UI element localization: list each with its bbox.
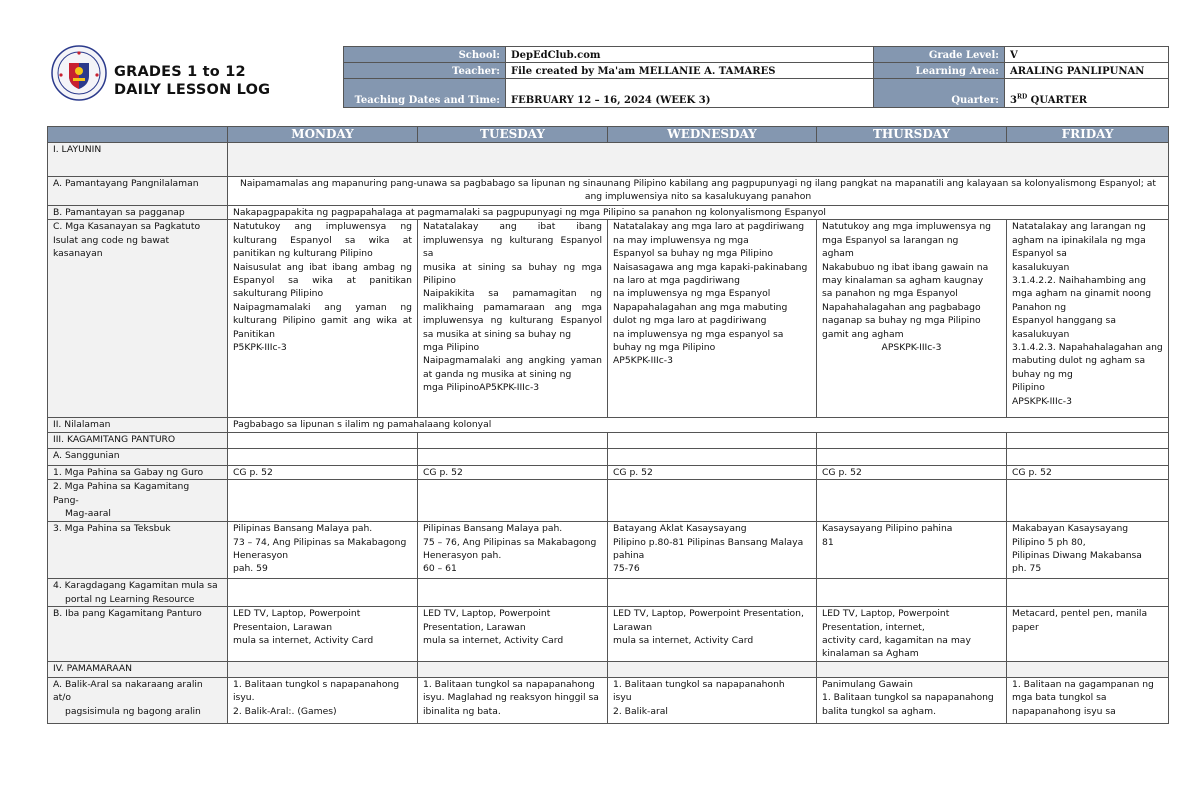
- sanggunian-row: [48, 448, 1169, 465]
- kasanayan-tuesday: Natatalakay ang ibat ibang impluwensya ng kulturang Espanyol sa musika at sining sa buhay ng mga Pilipino Naipakikita sa pamamagitan ng malikhaing pamamaraan ang mga impluwensya ng kulturang Espanyol sa musika at sining sa buhay ng mga Pilipino Naipagmamalaki ang angking yaman at ganda ng musika at sining ng mga PilipinoAP5KPK-IIIc-3: [418, 220, 608, 418]
- layunin-cell: [228, 143, 1169, 177]
- pamamaraan-tuesday: [418, 661, 608, 677]
- kasanayan-friday: Natatalakay ang larangan ng agham na ipinakilala ng mga Espanyol sa kasalukuyan 3.1.4.2.2. Naihahambing ang mga agham na ginamit noong Panahon ng Espanyol hanggang sa kasalukuyan 3.1.4.2.3. Napahahalagahan ang mabuting dulot ng agham sa buhay ng mg Pilipino APSKPK-IIIc-3: [1007, 220, 1169, 418]
- iba-friday: Metacard, pentel pen, manila paper: [1007, 607, 1169, 662]
- kagamitan-wednesday: [608, 432, 817, 448]
- layunin-row: [48, 143, 1169, 177]
- balik-label-3: pagsisimula ng bagong aralin: [65, 705, 201, 717]
- pamamaraan-row: [48, 661, 1169, 677]
- karagdagan-label-cell: [48, 579, 228, 607]
- gabay-friday: CG p. 52: [1007, 465, 1169, 479]
- kagamitang-wednesday: [608, 480, 817, 522]
- grade-level-value: V: [1005, 47, 1169, 63]
- title-line-1: GRADES 1 to 12: [114, 64, 246, 80]
- teaching-dates-label: Teaching Dates and Time:: [344, 79, 506, 108]
- kagamitang-thursday: [817, 480, 1007, 522]
- balik-aral-row: [48, 677, 1169, 723]
- karagdagan-tuesday: [418, 579, 608, 607]
- karagdagan-wednesday: [608, 579, 817, 607]
- quarter-word: QUARTER: [1030, 95, 1088, 106]
- kasanayan-thursday: Natutukoy ang mga impluwensya ng mga Espanyol sa larangan ng agham Nakabubuo ng ibat ibang gawain na may kinalaman sa agham kaugnay sa panahon ng mga Espanyol Napahahalagahan ang pagbabago naganap sa buhay ng mga Pilipino gamit ang agham: [822, 221, 991, 340]
- kasanayan-thursday-code: APSKPK-IIIc-3: [881, 342, 942, 354]
- balik-wednesday: 1. Balitaan tungkol sa napapanahonh isyu 2. Balik-aral: [608, 677, 817, 723]
- teksbuk-wednesday: Batayang Aklat Kasaysayang Pilipino p.80-81 Pilipinas Bansang Malaya pahina 75-76: [608, 522, 817, 579]
- day-header-row: [48, 127, 1169, 143]
- teksbuk-row: [48, 522, 1169, 579]
- pagganap-row: [48, 206, 1169, 220]
- day-header-empty: [48, 127, 228, 143]
- kagamitang-tuesday: [418, 480, 608, 522]
- pagganap-label: B. Pamantayan sa pagganap: [48, 206, 228, 220]
- sanggunian-friday: [1007, 448, 1169, 465]
- deped-seal-icon: [51, 45, 107, 101]
- day-wednesday: WEDNESDAY: [608, 127, 817, 143]
- pamamaraan-thursday: [817, 661, 1007, 677]
- balik-monday: 1. Balitaan tungkol s napapanahong isyu. 2. Balik-Aral:. (Games): [228, 677, 418, 723]
- iba-tuesday: LED TV, Laptop, Powerpoint Presentation, Larawan mula sa internet, Activity Card: [418, 607, 608, 662]
- kagamitan-tuesday: [418, 432, 608, 448]
- quarter-suffix: RD: [1016, 93, 1028, 101]
- teksbuk-label: 3. Mga Pahina sa Teksbuk: [48, 522, 228, 579]
- teksbuk-monday: Pilipinas Bansang Malaya pah. 73 – 74, Ang Pilipinas sa Makabagong Henerasyon pah. 59: [228, 522, 418, 579]
- balik-friday: 1. Balitaan na gagampanan ng mga bata tungkol sa napapanahong isyu sa: [1007, 677, 1169, 723]
- grade-level-label: Grade Level:: [874, 47, 1005, 63]
- nilalaman-row: [48, 418, 1169, 432]
- kagamitang-label-cell: [48, 480, 228, 522]
- sanggunian-tuesday: [418, 448, 608, 465]
- pamamaraan-label: IV. PAMAMARAAN: [48, 661, 228, 677]
- kagamitang-label-1: 2. Mga Pahina sa Kagamitang: [53, 481, 190, 493]
- pamantayang-label: A. Pamantayang Pangnilalaman: [48, 177, 228, 206]
- kasanayan-row: [48, 220, 1169, 418]
- karagdagan-thursday: [817, 579, 1007, 607]
- kasanayan-monday: Natutukoy ang impluwensya ng kulturang Espanyol sa wika at panitikan ng kulturang Pilipino Naisusulat ang ibat ibang ambag ng Espanyol sa wika at panitikan sakulturang Pilipino Naipagmamalaki ang yaman ng kulturang Pilipino gamit ang wika at Panitikan P5KPK-IIIc-3: [228, 220, 418, 418]
- lesson-log-table: [47, 126, 1169, 724]
- sanggunian-wednesday: [608, 448, 817, 465]
- nilalaman-text: Pagbabago sa lipunan s ilalim ng pamahalaang kolonyal: [228, 418, 1169, 432]
- kagamitang-label-3: Mag-aaral: [65, 508, 111, 520]
- school-label: School:: [344, 47, 506, 63]
- quarter-value: [1005, 79, 1169, 108]
- quarter-number: 3: [1010, 95, 1017, 106]
- karagdagan-monday: [228, 579, 418, 607]
- balik-label-cell: [48, 677, 228, 723]
- learning-area-value: ARALING PANLIPUNAN: [1005, 63, 1169, 79]
- kagamitan-friday: [1007, 432, 1169, 448]
- kagamitang-label-2: Pang-: [53, 494, 79, 506]
- balik-label-2: at/o: [53, 692, 71, 704]
- sanggunian-thursday: [817, 448, 1007, 465]
- kagamitang-pang-mag-aaral-row: [48, 480, 1169, 522]
- day-thursday: THURSDAY: [817, 127, 1007, 143]
- karagdagan-row: [48, 579, 1169, 607]
- quarter-label: Quarter:: [874, 79, 1005, 108]
- day-friday: FRIDAY: [1007, 127, 1169, 143]
- pagganap-text: Nakapagpapakita ng pagpapahalaga at pagmamalaki sa pagpupunyagi ng mga Pilipino sa panahon ng kolonyalismong Espanyol: [228, 206, 1169, 220]
- gabay-row: [48, 465, 1169, 479]
- pamamaraan-wednesday: [608, 661, 817, 677]
- pamantayang-text: Naipamamalas ang mapanuring pang-unawa sa pagbabago sa lipunan ng sinaunang Pilipino kabilang ang pagpupunyagi ng ilang pangkat na mapanatili ang kalayaan sa kolonyalismong Espanyol; at ang impluwensiya nito sa kasalukuyang panahon: [228, 177, 1169, 206]
- kagamitan-label: III. KAGAMITANG PANTURO: [48, 432, 228, 448]
- balik-tuesday: 1. Balitaan tungkol sa napapanahong isyu. Maglahad ng reaksyon hinggil sa ibinalita ng bata.: [418, 677, 608, 723]
- pamamaraan-friday: [1007, 661, 1169, 677]
- teaching-dates-value: FEBRUARY 12 – 16, 2024 (WEEK 3): [506, 79, 874, 108]
- balik-label-1: A. Balik-Aral sa nakaraang aralin: [53, 678, 203, 690]
- iba-monday: LED TV, Laptop, Powerpoint Presentaion, Larawan mula sa internet, Activity Card: [228, 607, 418, 662]
- header-info-table: [343, 46, 1169, 108]
- layunin-label: I. LAYUNIN: [48, 143, 228, 177]
- title-line-2: DAILY LESSON LOG: [114, 82, 271, 98]
- balik-thursday: Panimulang Gawain 1. Balitaan tungkol sa napapanahong balita tungkol sa agham.: [817, 677, 1007, 723]
- teacher-label: Teacher:: [344, 63, 506, 79]
- day-monday: MONDAY: [228, 127, 418, 143]
- teacher-value: File created by Ma'am MELLANIE A. TAMARES: [506, 63, 874, 79]
- day-tuesday: TUESDAY: [418, 127, 608, 143]
- karagdagan-friday: [1007, 579, 1169, 607]
- kasanayan-sub-2: kasanayan: [53, 248, 103, 260]
- pamamaraan-monday: [228, 661, 418, 677]
- kasanayan-label: C. Mga Kasanayan sa Pagkatuto: [53, 221, 201, 233]
- gabay-tuesday: CG p. 52: [418, 465, 608, 479]
- kasanayan-thursday-cell: [817, 220, 1007, 418]
- gabay-label: 1. Mga Pahina sa Gabay ng Guro: [48, 465, 228, 479]
- iba-thursday: LED TV, Laptop, Powerpoint Presentation, internet, activity card, kagamitan na may kinalaman sa Agham: [817, 607, 1007, 662]
- gabay-wednesday: CG p. 52: [608, 465, 817, 479]
- learning-area-label: Learning Area:: [874, 63, 1005, 79]
- kagamitang-friday: [1007, 480, 1169, 522]
- document-title: [114, 63, 270, 99]
- teksbuk-thursday: Kasaysayang Pilipino pahina 81: [817, 522, 1007, 579]
- sanggunian-label: A. Sanggunian: [48, 448, 228, 465]
- kasanayan-label-cell: [48, 220, 228, 418]
- iba-label: B. Iba pang Kagamitang Panturo: [48, 607, 228, 662]
- kasanayan-wednesday: Natatalakay ang mga laro at pagdiriwang na may impluwensya ng mga Espanyol sa buhay ng mga Pilipino Naisasagawa ang mga kapaki-pakinabang na laro at mga pagdiriwang na impluwensya ng mga Espanyol Napapahalagahan ang mga mabuting dulot ng mga laro at pagdiriwang na impluwensya ng mga espanyol sa buhay ng mga Pilipino AP5KPK-IIIc-3: [608, 220, 817, 418]
- gabay-monday: CG p. 52: [228, 465, 418, 479]
- kasanayan-sub-1: Isulat ang code ng bawat: [53, 234, 170, 246]
- pamantayang-row: [48, 177, 1169, 206]
- sanggunian-monday: [228, 448, 418, 465]
- teksbuk-friday: Makabayan Kasaysayang Pilipino 5 ph 80, Pilipinas Diwang Makabansa ph. 75: [1007, 522, 1169, 579]
- karagdagan-label-2: portal ng Learning Resource: [65, 593, 195, 605]
- iba-row: [48, 607, 1169, 662]
- kagamitan-thursday: [817, 432, 1007, 448]
- school-value: DepEdClub.com: [506, 47, 874, 63]
- teksbuk-tuesday: Pilipinas Bansang Malaya pah. 75 – 76, Ang Pilipinas sa Makabagong Henerasyon pah. 60 – 61: [418, 522, 608, 579]
- nilalaman-label: II. Nilalaman: [48, 418, 228, 432]
- karagdagan-label-1: 4. Karagdagang Kagamitan mula sa: [53, 580, 218, 592]
- gabay-thursday: CG p. 52: [817, 465, 1007, 479]
- iba-wednesday: LED TV, Laptop, Powerpoint Presentation, Larawan mula sa internet, Activity Card: [608, 607, 817, 662]
- kagamitan-row: [48, 432, 1169, 448]
- kagamitang-monday: [228, 480, 418, 522]
- kagamitan-monday: [228, 432, 418, 448]
